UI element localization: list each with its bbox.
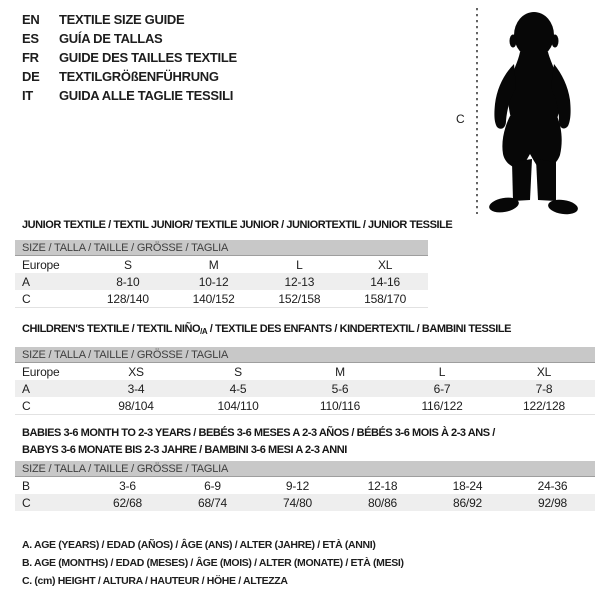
babies-months-2: 6-9: [204, 478, 221, 493]
children-height-row-label: C: [22, 398, 31, 413]
children-height-xs: 98/104: [118, 398, 154, 413]
measure-label-c: C: [456, 112, 465, 126]
children-age-row: [15, 380, 595, 397]
junior-height-row-label: C: [22, 291, 31, 306]
lang-row-es: [22, 29, 237, 48]
lang-code-es: ES: [22, 31, 39, 46]
babies-months-6: 24-36: [537, 478, 568, 493]
footnotes: [22, 536, 404, 590]
babies-height-4: 80/86: [367, 495, 398, 510]
footnote-c: C. (cm) HEIGHT / ALTURA / HAUTEUR / HÖHE / ALTEZZA: [22, 575, 288, 587]
babies-months-5: 18-24: [452, 478, 483, 493]
babies-months-4: 12-18: [367, 478, 398, 493]
lang-row-fr: [22, 48, 237, 67]
children-title-pre: CHILDREN'S TEXTILE / TEXTIL NIÑO: [22, 323, 201, 335]
babies-height-5: 86/92: [452, 495, 483, 510]
junior-columns-row: [15, 256, 428, 273]
children-age-s: 4-5: [229, 381, 247, 396]
children-age-m: 5-6: [331, 381, 349, 396]
babies-height-3: 74/80: [282, 495, 313, 510]
children-size-header: SIZE / TALLA / TAILLE / GRÖSSE / TAGLIA: [15, 347, 595, 363]
babies-height-2: 68/74: [197, 495, 228, 510]
junior-age-xl: 14-16: [370, 274, 400, 289]
children-columns-row: [15, 363, 595, 380]
junior-size-table: [15, 240, 428, 308]
children-col-m: M: [335, 364, 345, 379]
lang-label-en: TEXTILE SIZE GUIDE: [59, 12, 185, 27]
children-age-xs: 3-4: [127, 381, 145, 396]
babies-title-line2: BABYS 3-6 MONATE BIS 2-3 JAHRE / BAMBINI 3-6 MESI A 2-3 ANNI: [22, 444, 347, 456]
junior-height-l: 152/158: [278, 291, 321, 306]
junior-height-s: 128/140: [106, 291, 149, 306]
footnote-b: B. AGE (MONTHS) / EDAD (MESES) / ÂGE (MOIS) / ALTER (MONATE) / ETÀ (MESI): [22, 557, 404, 569]
junior-col-l: L: [296, 257, 303, 272]
junior-age-row: [15, 273, 428, 290]
junior-age-row-label: A: [22, 274, 30, 289]
babies-title-line1: BABIES 3-6 MONTH TO 2-3 YEARS / BEBÉS 3-6 MESES A 2-3 AÑOS / BÉBÉS 3-6 MOIS À 2-3 ANS /: [22, 427, 495, 439]
lang-code-fr: FR: [22, 50, 39, 65]
children-title-sub: /A: [200, 327, 208, 336]
lang-row-it: [22, 86, 237, 105]
lang-code-de: DE: [22, 69, 40, 84]
children-age-xl: 7-8: [535, 381, 553, 396]
lang-code-it: IT: [22, 88, 33, 103]
lang-label-it: GUIDA ALLE TAGLIE TESSILI: [59, 88, 234, 103]
children-col-s: S: [234, 364, 242, 379]
children-size-table: [15, 347, 595, 415]
junior-age-l: 12-13: [284, 274, 315, 289]
lang-row-en: [22, 10, 237, 29]
babies-size-table: [15, 461, 595, 511]
children-height-m: 110/116: [319, 398, 361, 413]
children-height-xl: 122/128: [523, 398, 565, 413]
lang-row-de: [22, 67, 237, 86]
babies-months-3: 9-12: [285, 478, 310, 493]
language-header: [22, 10, 237, 105]
lang-label-es: GUÍA DE TALLAS: [59, 31, 163, 46]
babies-months-row-label: B: [22, 478, 30, 493]
junior-region-label: Europe: [22, 257, 60, 272]
babies-months-row: [15, 477, 595, 494]
junior-height-row: [15, 290, 428, 308]
toddler-figure: [450, 4, 600, 216]
babies-height-row: [15, 494, 595, 511]
babies-height-1: 62/68: [112, 495, 143, 510]
junior-size-header: SIZE / TALLA / TAILLE / GRÖSSE / TAGLIA: [15, 240, 428, 256]
junior-height-m: 140/152: [192, 291, 235, 306]
lang-code-en: EN: [22, 12, 40, 27]
lang-label-de: TEXTILGRÖßENFÜHRUNG: [59, 69, 219, 84]
babies-months-1: 3-6: [119, 478, 136, 493]
children-title-post: / TEXTILE DES ENFANTS / KINDERTEXTIL / BAMBINI TESSILE: [207, 323, 512, 335]
toddler-silhouette-icon: [488, 12, 579, 216]
junior-age-s: 8-10: [116, 274, 140, 289]
children-age-row-label: A: [22, 381, 30, 396]
children-region-label: Europe: [22, 364, 60, 379]
children-age-l: 6-7: [433, 381, 451, 396]
babies-height-row-label: C: [22, 495, 31, 510]
children-col-xl: XL: [536, 364, 552, 379]
junior-height-xl: 158/170: [364, 291, 407, 306]
babies-section-title: [22, 427, 495, 461]
junior-section-title: JUNIOR TEXTILE / TEXTIL JUNIOR/ TEXTILE JUNIOR / JUNIORTEXTIL / JUNIOR TESSILE: [22, 219, 453, 231]
children-height-l: 116/122: [421, 398, 463, 413]
junior-age-m: 10-12: [198, 274, 229, 289]
junior-col-s: S: [123, 257, 132, 272]
babies-height-6: 92/98: [537, 495, 568, 510]
junior-col-m: M: [208, 257, 219, 272]
junior-col-xl: XL: [377, 257, 393, 272]
children-height-s: 104/110: [217, 398, 259, 413]
lang-label-fr: GUIDE DES TAILLES TEXTILE: [59, 50, 237, 65]
children-col-xs: XS: [128, 364, 144, 379]
children-col-l: L: [438, 364, 446, 379]
children-height-row: [15, 397, 595, 415]
babies-size-header: SIZE / TALLA / TAILLE / GRÖSSE / TAGLIA: [15, 461, 595, 477]
children-section-title: [22, 323, 511, 338]
footnote-a: A. AGE (YEARS) / EDAD (AÑOS) / ÂGE (ANS) / ALTER (JAHRE) / ETÀ (ANNI): [22, 539, 376, 551]
